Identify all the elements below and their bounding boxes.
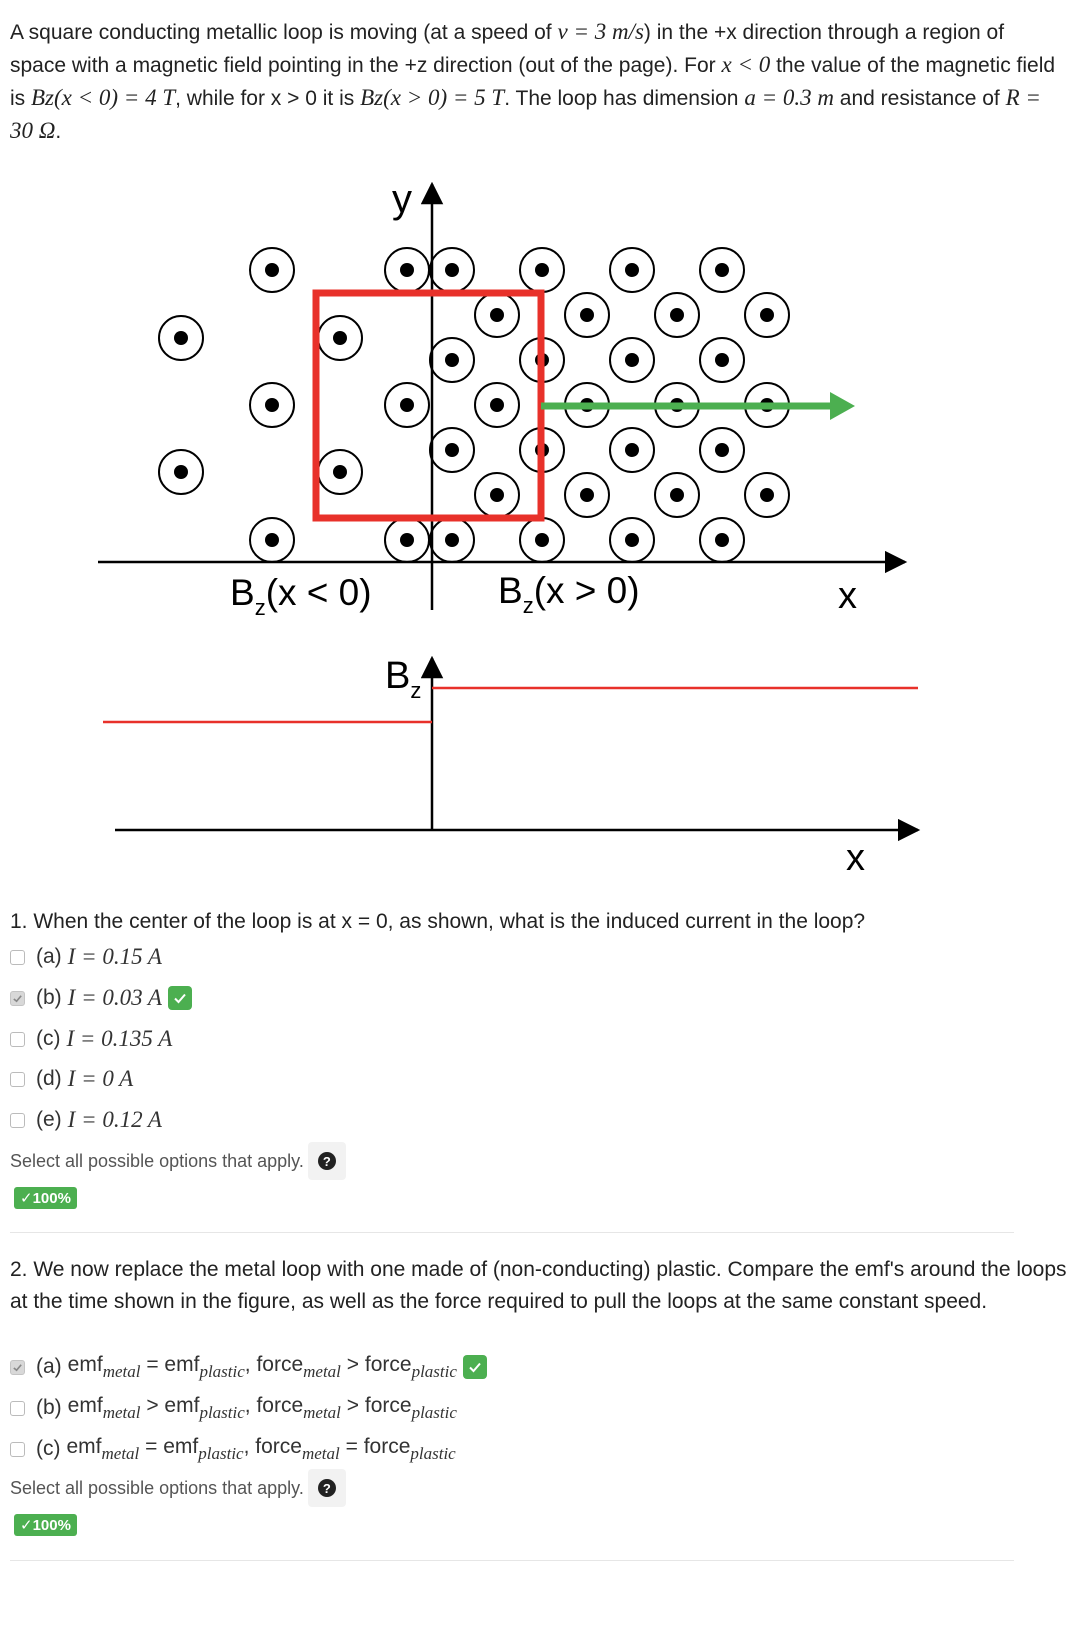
field-dot-center [490,308,504,322]
checkbox[interactable] [10,1072,25,1087]
field-negative-equation: Bz(x < 0) = 4 T [31,85,176,110]
field-dot-center [265,533,279,547]
intro-text: . [55,120,62,143]
intro-text: A square conducting metallic loop is moving (at a speed of [10,21,558,44]
field-dot-center [625,533,639,547]
q2-option-a[interactable] [10,1350,487,1384]
emf-word: emf [164,1352,200,1376]
question-mark-icon: ? [318,1479,336,1497]
region-left-text: $B_z(x < 0)$ [230,572,372,620]
plastic-subscript: plastic [199,1402,245,1422]
intro-text: . The loop has dimension [504,87,745,110]
metal-subscript: metal [303,1361,341,1381]
option-text: emf$_{metal}$ > emf$_{plastic}$, force$_{metal}$ > force$_{plastic}$ [67,1393,457,1422]
intro-text: ) in the +x direction through a region of space with a magnetic field pointing in the +z direction (out of the page). For [10,21,1005,77]
field-dot-center [174,331,188,345]
metal-subscript: metal [102,1402,141,1422]
force-word: force [256,1352,304,1376]
resistance-equation: R = 30 Ω [10,85,1041,143]
force-word: force [364,1393,412,1417]
emf-word: emf [164,1393,200,1417]
field-dot-center [265,398,279,412]
force-word: force [255,1434,302,1458]
option-label: (c) [36,1437,61,1460]
force-relation: > [346,1352,360,1376]
option-value: I = 0.12 A [67,1107,162,1132]
field-dot-center [670,488,684,502]
help-button[interactable] [308,1142,346,1180]
force-relation: > [346,1393,360,1417]
checkbox[interactable] [10,1401,25,1416]
field-dot-center [670,308,684,322]
metal-subscript: metal [102,1361,141,1381]
region-right-text: $B_z(x > 0)$ [498,570,640,618]
field-dot-center [445,443,459,457]
q1-score-badge: ✓100% [14,1187,77,1209]
option-value: I = 0 A [67,1066,134,1091]
checkbox[interactable] [10,950,25,965]
force-word: force [256,1393,304,1417]
divider [10,1560,1014,1561]
graph-x-axis-label: x [846,837,865,879]
emf-word: emf [67,1393,103,1417]
q2-hint [10,1469,346,1507]
field-dot-center [625,443,639,457]
q2-option-b[interactable] [10,1391,457,1425]
field-dot-center [715,533,729,547]
field-dot-center [333,465,347,479]
option-label: (b) [36,1396,62,1419]
q1-option-c[interactable] [10,1022,172,1056]
option-label: (a) [36,945,62,968]
field-dot-center [535,263,549,277]
q1-option-e[interactable] [10,1103,162,1137]
field-dot-center [400,263,414,277]
checkbox[interactable] [10,1442,25,1457]
intro-text: and resistance of [833,87,1006,110]
checkbox[interactable] [10,1032,25,1047]
velocity-arrowhead [830,392,855,420]
x-condition: x < 0 [721,52,771,77]
y-axis-label: y [392,177,412,221]
emf-relation: = [145,1434,158,1458]
metal-subscript: metal [303,1402,341,1422]
question-mark-icon: ? [318,1152,336,1170]
help-button[interactable] [308,1469,346,1507]
emf-relation: > [146,1393,159,1417]
emf-word: emf [66,1434,102,1458]
q1-hint-text: Select all possible options that apply. [10,1150,304,1171]
force-relation: = [345,1434,358,1458]
field-dot-center [265,263,279,277]
field-dot-center [580,308,594,322]
field-dot-center [760,488,774,502]
dimension-equation: a = 0.3 m [744,85,834,110]
plastic-subscript: plastic [411,1402,457,1422]
option-label: (d) [36,1067,62,1090]
q1-option-b[interactable] [10,981,192,1015]
q2-score-badge: ✓100% [14,1514,77,1536]
q1-option-d[interactable] [10,1062,133,1096]
bz-axis-label: $B_z$ [385,655,422,703]
plastic-subscript: plastic [198,1443,244,1463]
option-label: (e) [36,1108,62,1131]
field-dot-center [445,533,459,547]
emf-relation: = [146,1352,159,1376]
intro-text: , while for x > 0 it is [175,87,361,110]
option-label: (c) [36,1027,61,1050]
field-dot-center [490,398,504,412]
q2-question: 2. We now replace the metal loop with one made of (non-conducting) plastic. Compare the emf's around the loops at the time shown in the figure, as well as the force required to pull the loops at the same constant speed. [10,1258,1067,1313]
field-dot-center [400,398,414,412]
field-dot-center [625,353,639,367]
q2-hint-text: Select all possible options that apply. [10,1477,304,1498]
field-dot-center [715,353,729,367]
option-value: I = 0.135 A [66,1026,173,1051]
field-dot-center [625,263,639,277]
intro-text: the value of the magnetic field is [10,54,1056,110]
correct-check-icon [463,1355,487,1379]
checkbox[interactable] [10,1113,25,1128]
q1-question: 1. When the center of the loop is at x = 0, as shown, what is the induced current in the loop? [10,910,866,933]
field-dot-center [333,331,347,345]
plastic-subscript: plastic [199,1361,245,1381]
option-label: (a) [36,1355,62,1378]
magnetic-field-figure [0,170,1074,890]
field-dot-center [715,263,729,277]
checkbox[interactable] [10,1360,25,1375]
emf-word: emf [163,1434,199,1458]
force-word: force [364,1352,412,1376]
plastic-subscript: plastic [410,1443,456,1463]
field-dot-center [535,533,549,547]
field-dot-center [400,533,414,547]
q2-option-c[interactable] [10,1432,456,1466]
field-dot-center [174,465,188,479]
option-text: emf$_{metal}$ = emf$_{plastic}$, force$_{metal}$ = force$_{plastic}$ [66,1434,456,1463]
correct-check-icon [168,986,192,1010]
region-right-label [498,570,640,618]
q1-option-a[interactable] [10,940,162,974]
option-value: I = 0.15 A [67,944,162,969]
checkbox[interactable] [10,991,25,1006]
option-value: I = 0.03 A [67,985,162,1010]
field-dot-center [445,353,459,367]
problem-statement [10,16,1060,148]
plastic-subscript: plastic [411,1361,457,1381]
emf-word: emf [67,1352,103,1376]
field-dot-center [490,488,504,502]
field-dot-center [445,263,459,277]
metal-subscript: metal [301,1443,340,1463]
option-label: (b) [36,986,62,1009]
q1-hint [10,1142,346,1180]
divider [10,1232,1014,1233]
speed-equation: v = 3 m/s [557,19,644,44]
field-dot-center [715,443,729,457]
metal-subscript: metal [101,1443,140,1463]
region-left-label [230,572,372,620]
field-positive-equation: Bz(x > 0) = 5 T [360,85,505,110]
option-text: emf$_{metal}$ = emf$_{plastic}$, force$_{metal}$ > force$_{plastic}$ [67,1352,457,1381]
field-dot-center [580,488,594,502]
x-axis-label: x [838,575,857,617]
force-word: force [363,1434,411,1458]
field-dot-center [760,308,774,322]
